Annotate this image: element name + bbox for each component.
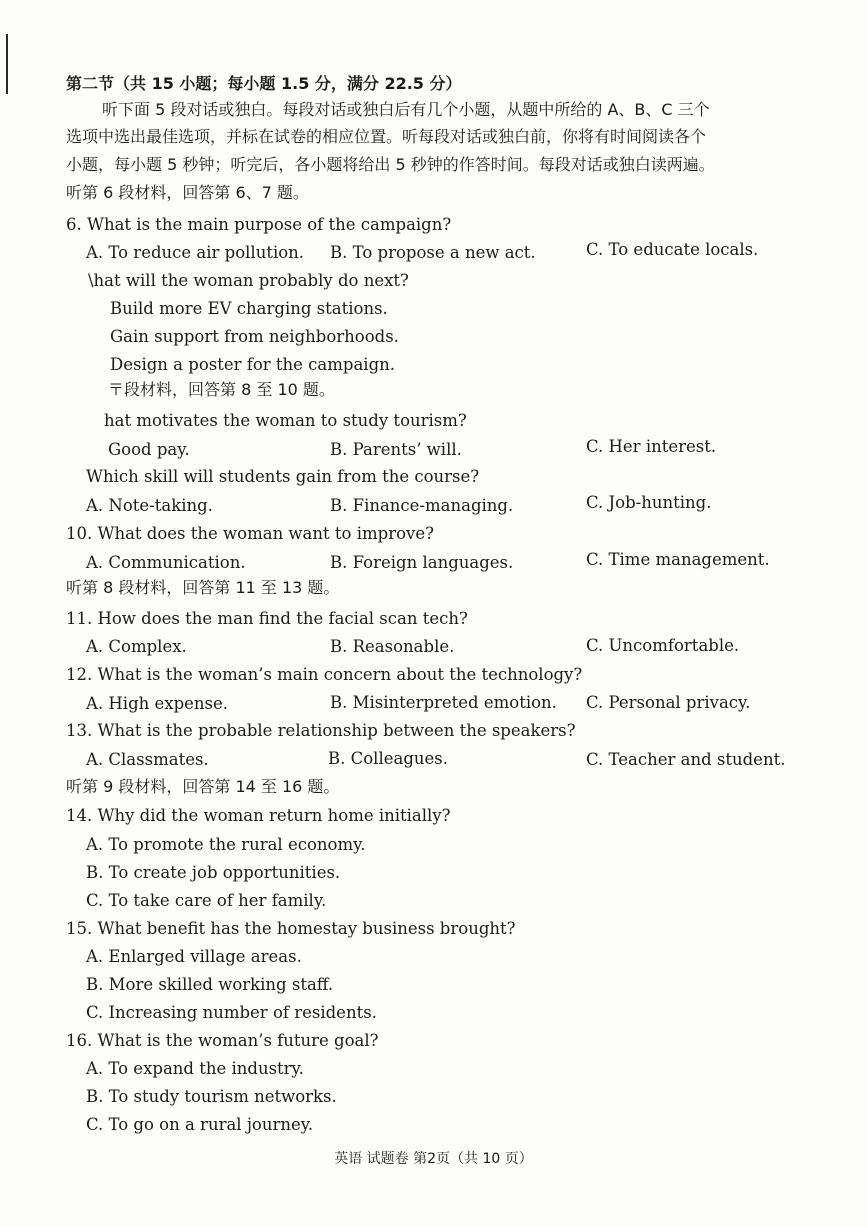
instruction-line-2: 选项中选出最佳选项，并标在试卷的相应位置。听每段对话或独白前，你将有时间阅读各个 [66,127,707,146]
question-9-stem: Which skill will students gain from the course? [86,467,480,486]
instruction-line-1: 听下面 5 段对话或独白。每段对话或独白后有几个小题，从题中所给的 A、B、C 三个 [102,100,710,119]
question-13-option-c[interactable]: C. Teacher and student. [586,750,786,769]
question-8-stem: hat motivates the woman to study tourism? [104,411,467,430]
instruction-line-3: 小题，每小题 5 秒钟；听完后，各小题将给出 5 秒钟的作答时间。每段对话或独白读两遍。 [66,155,715,174]
question-7-stem: \hat will the woman probably do next? [88,271,409,290]
question-16-option-a[interactable]: A. To expand the industry. [86,1059,304,1078]
question-14-option-b[interactable]: B. To create job opportunities. [86,863,341,882]
question-14-option-c[interactable]: C. To take care of her family. [86,891,327,910]
question-12-option-c[interactable]: C. Personal privacy. [586,693,751,712]
question-13-option-a[interactable]: A. Classmates. [86,750,209,769]
question-15-option-b[interactable]: B. More skilled working staff. [86,975,334,994]
question-16-option-b[interactable]: B. To study tourism networks. [86,1087,337,1106]
question-9-option-c[interactable]: C. Job-hunting. [586,493,712,512]
question-10-option-a[interactable]: A. Communication. [86,553,246,572]
question-6-stem: 6. What is the main purpose of the campaign? [66,215,452,234]
question-10-option-c[interactable]: C. Time management. [586,550,770,569]
question-16-option-c[interactable]: C. To go on a rural journey. [86,1115,314,1134]
question-11-option-c[interactable]: C. Uncomfortable. [586,636,740,655]
question-14-stem: 14. Why did the woman return home initially? [66,806,451,825]
question-9-option-a[interactable]: A. Note-taking. [86,496,213,515]
group-heading-6: 听第 6 段材料，回答第 6、7 题。 [66,183,309,202]
question-11-option-a[interactable]: A. Complex. [86,637,187,656]
group-heading-7: 〒段材料，回答第 8 至 10 题。 [108,380,335,399]
question-10-stem: 10. What does the woman want to improve? [66,524,434,543]
question-8-option-a[interactable]: Good pay. [108,440,190,459]
question-7-option-c[interactable]: Design a poster for the campaign. [110,355,396,374]
question-13-stem: 13. What is the probable relationship between the speakers? [66,721,576,740]
question-12-stem: 12. What is the woman’s main concern about the technology? [66,665,583,684]
question-11-stem: 11. How does the man find the facial scan tech? [66,609,468,628]
question-10-option-b[interactable]: B. Foreign languages. [330,553,514,572]
question-9-option-b[interactable]: B. Finance-managing. [330,496,514,515]
question-13-option-b[interactable]: B. Colleagues. [328,749,448,768]
question-16-stem: 16. What is the woman’s future goal? [66,1031,379,1050]
question-12-option-a[interactable]: A. High expense. [86,694,229,713]
question-12-option-b[interactable]: B. Misinterpreted emotion. [330,693,557,712]
question-8-option-b[interactable]: B. Parents’ will. [330,440,462,459]
question-14-option-a[interactable]: A. To promote the rural economy. [86,835,366,854]
page-footer: 英语 试题卷 第2页（共 10 页） [334,1151,533,1167]
question-6-option-a[interactable]: A. To reduce air pollution. [86,243,305,262]
group-heading-9: 听第 9 段材料，回答第 14 至 16 题。 [66,777,340,796]
question-15-stem: 15. What benefit has the homestay business brought? [66,919,516,938]
question-15-option-c[interactable]: C. Increasing number of residents. [86,1003,377,1022]
question-6-option-c[interactable]: C. To educate locals. [586,240,759,259]
question-6-option-b[interactable]: B. To propose a new act. [330,243,536,262]
section-title: 第二节（共 15 小题；每小题 1.5 分，满分 22.5 分） [66,74,462,93]
group-heading-8: 听第 8 段材料，回答第 11 至 13 题。 [66,578,340,597]
question-8-option-c[interactable]: C. Her interest. [586,437,717,456]
question-7-option-a[interactable]: Build more EV charging stations. [110,299,388,318]
question-11-option-b[interactable]: B. Reasonable. [330,637,455,656]
question-15-option-a[interactable]: A. Enlarged village areas. [86,947,302,966]
question-7-option-b[interactable]: Gain support from neighborhoods. [110,327,399,346]
